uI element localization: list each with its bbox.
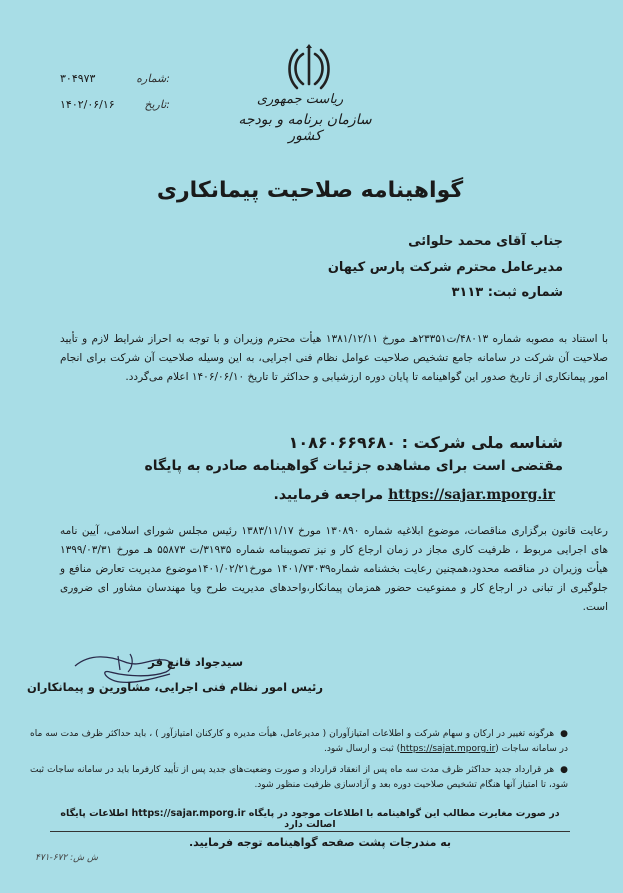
body-paragraph-2: رعایت قانون برگزاری مناقصات، موضوع ابلاغیه شماره ۱۳۰۸۹۰ مورخ ۱۳۸۳/۱۱/۱۷ رئیس مجلس شورای اسلامی، آیین نامه های اجرایی مربوط ، ظرفیت کاری مجاز در زمان ارجاع کار و نیز تصویبنامه شماره ۳۱۹۳۵/ت ۵۵۸۷۳ هـ مورخ ۱۳۹۹/۰۳/۳۱ هیأت وزیران در مناقصه محدود،همچنین رعایت بخشنامه شماره۱۴۰۱/۷۳۰۳۹ مورخ۱۴۰۱/۰۲/۲۱موضوع مدیریت تعارض منافع و جلوگیری از تبانی در ارجاع کار و ممنوعیت حضور همزمان پیمانکار،واحدهای مدیریت طرح ویا مهندسان مشاور ای ضروری است.	[60, 525, 608, 613]
iran-emblem-icon	[287, 44, 331, 90]
document-title: گواهینامه صلاحیت پیمانکاری	[156, 178, 464, 203]
bullet-icon: ●	[560, 729, 568, 739]
date-label: تاریخ:	[144, 98, 170, 111]
form-code: ش ش: ۶۷۲-۴۷۱	[35, 853, 99, 863]
back-page-note: به مندرجات پشت صفحه گواهینامه توجه فرمایید.	[188, 836, 452, 849]
signer-name: سیدجواد قانع فر	[148, 655, 243, 669]
notice-link[interactable]: https://sajar.mporg.ir	[131, 808, 246, 819]
number-label: شماره:	[136, 72, 170, 85]
organization-name: سازمان برنامه و بودجه کشور	[238, 112, 372, 144]
registration-number: شماره ثبت: ۳۱۱۳	[451, 285, 563, 300]
notice-suffix: اطلاعات پایگاه اصالت دارد	[60, 808, 336, 830]
sajat-link[interactable]: https://sajat.mporg.ir	[400, 744, 496, 754]
addressee-position: مدیرعامل محترم شرکت پارس کیهان	[327, 260, 563, 275]
date-value: ۱۴۰۲/۰۶/۱۶	[60, 98, 115, 111]
government-name: ریاست جمهوری	[256, 92, 344, 107]
note-1-text: هرگونه تغییر در ارکان و سهام شرکت و اطلاعات امتیازآوران ( مدیرعامل، هیأت مدیره و کارکنان امتیازآور ) ، باید حداکثر ظرف مدت سه ماه در سامانه ساجات	[30, 729, 568, 754]
site-suffix: مراجعه فرمایید.	[273, 487, 384, 503]
note-1: ● هرگونه تغییر در ارکان و سهام شرکت و اطلاعات امتیازآوران ( مدیرعامل، هیأت مدیره و کارکنان امتیازآور ) ، باید حداکثر ظرف مدت سه ماه در سامانه ساجات (https://sajat.mporg.ir) ثبت و ارسال شود.	[30, 729, 568, 754]
refer-text: مقتضی است برای مشاهده جزئیات گواهینامه صادره به پایگاه	[144, 458, 563, 474]
authenticity-notice	[50, 808, 570, 832]
bullet-icon: ●	[560, 765, 568, 775]
body-paragraph-1: با استناد به مصوبه شماره ۴۸۰۱۳/ت۲۳۳۵۱هـ مورخ ۱۳۸۱/۱۲/۱۱ هیأت محترم وزیران و با توجه به احراز شرایط لازم و تأیید صلاحیت آن شرکت در سامانه جامع تشخیص صلاحیت عوامل نظام فنی اجرایی، به این وسیله صلاحیت آن شرکت برای انجام امور پیمانکاری از تاریخ صدور این گواهینامه تا پایان دوره ارزشیابی و حداکثر تا تاریخ ۱۴۰۶/۰۶/۱۰ اعلام می‌گردد.	[60, 333, 609, 383]
signer-position: رئیس امور نظام فنی اجرایی، مشاورین و پیمانکاران	[26, 680, 323, 694]
note-1-suffix: ثبت و ارسال شود.	[324, 744, 394, 754]
note-2	[30, 763, 568, 793]
addressee-name: جناب آقای محمد حلوائی	[408, 234, 563, 249]
site-line	[100, 487, 555, 503]
sajar-link[interactable]: https://sajar.mporg.ir	[388, 487, 555, 503]
national-id: شناسه ملی شرکت : ۱۰۸۶۰۶۶۹۶۸۰	[288, 433, 563, 452]
note-2-text: هر قرارداد جدید حداکثر ظرف مدت سه ماه پس از انعقاد قرارداد و صورت وضعیت‌های جدید پس از تأیید کارفرما باید در سامانه ساجات ثبت شود، تا امتیاز آنها هنگام تشخیص صلاحیت دوره بعد و آزادسازی ظرفیت منظور شود.	[30, 765, 568, 790]
number-value: ۳۰۴۹۷۳	[60, 72, 96, 85]
notice-prefix: در صورت مغایرت مطالب این گواهینامه با اطلاعات موجود در پایگاه	[248, 808, 560, 819]
